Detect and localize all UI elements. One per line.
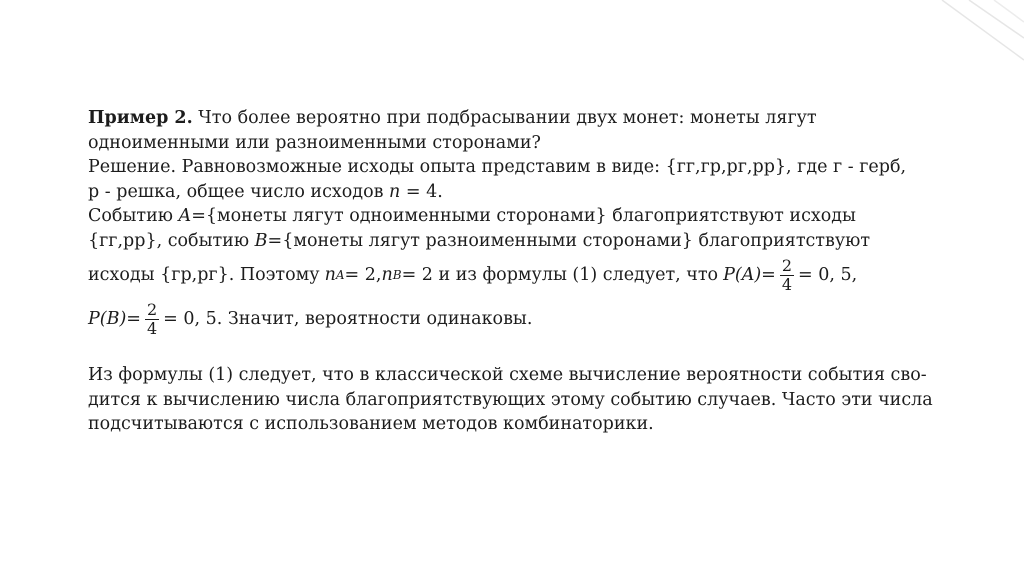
fraction-2-over-4	[145, 301, 159, 338]
math-prob-a: P(A)	[723, 264, 762, 285]
solution-text: ={монеты лягут разноименными сторонами} благоприятствуют	[267, 230, 871, 251]
solution-line-4	[88, 229, 958, 254]
example-title: Пример 2.	[88, 108, 193, 128]
conclusion-line-2: дится к вычислению числа благоприятствующих этому событию случаев. Часто эти числа	[88, 389, 933, 410]
solution-text: {гг,рр}, событию	[88, 230, 255, 251]
conclusion-line-1: Из формулы (1) следует, что в классической схеме вычисление вероятности события сво-	[88, 365, 927, 385]
example-question-line-2: одноименными или разноименными сторонами?	[88, 132, 541, 153]
math-var-b: B	[254, 230, 268, 251]
solution-text: = 0, 5,	[798, 264, 858, 285]
solution-text: = 0, 5. Значит, вероятности одинаковы.	[163, 308, 533, 329]
solution-line-2	[88, 180, 958, 205]
solution-text: исходы {гр,рг}. Поэтому	[88, 264, 320, 285]
solution-text: = 2,	[344, 264, 382, 285]
corner-decoration	[914, 0, 1024, 80]
slide-content	[88, 106, 958, 437]
math-equals: =	[126, 308, 141, 329]
example-question-line-1	[88, 106, 958, 131]
math-subscript-a: A	[335, 267, 345, 282]
solution-text: = 2 и из формулы (1) следует, что	[401, 264, 719, 285]
math-var-n-b: n	[381, 264, 393, 285]
solution-line-3	[88, 204, 958, 229]
example-question-text: Что более вероятно при подбрасывании двух монет: монеты лягут	[198, 108, 817, 128]
solution-text: Событию	[88, 206, 179, 226]
solution-text: р - решка, общее число исходов	[88, 181, 390, 202]
solution-line-6	[88, 297, 958, 341]
solution-line-1: Решение. Равновозможные исходы опыта представим в виде: {гг,гр,рг,рр}, где г - герб,	[88, 157, 907, 177]
math-subscript-b: B	[392, 267, 402, 282]
fraction-numerator: 2	[781, 255, 793, 275]
fraction-numerator: 2	[146, 299, 158, 319]
math-equals: =	[761, 264, 776, 285]
math-var-n-a: n	[324, 264, 336, 285]
fraction-denominator: 4	[146, 318, 158, 338]
solution-text: ={монеты лягут одноименными сторонами} благоприятствуют исходы	[191, 206, 856, 226]
math-var-n: n	[389, 181, 401, 202]
math-prob-b: P(B)	[88, 308, 127, 329]
fraction-2-over-4	[780, 257, 794, 294]
solution-text: = 4.	[400, 181, 443, 202]
solution-line-5	[88, 253, 958, 297]
math-var-a: A	[178, 206, 192, 226]
conclusion-line-3: подсчитываются с использованием методов комбинаторики.	[88, 414, 654, 434]
fraction-denominator: 4	[781, 274, 793, 294]
